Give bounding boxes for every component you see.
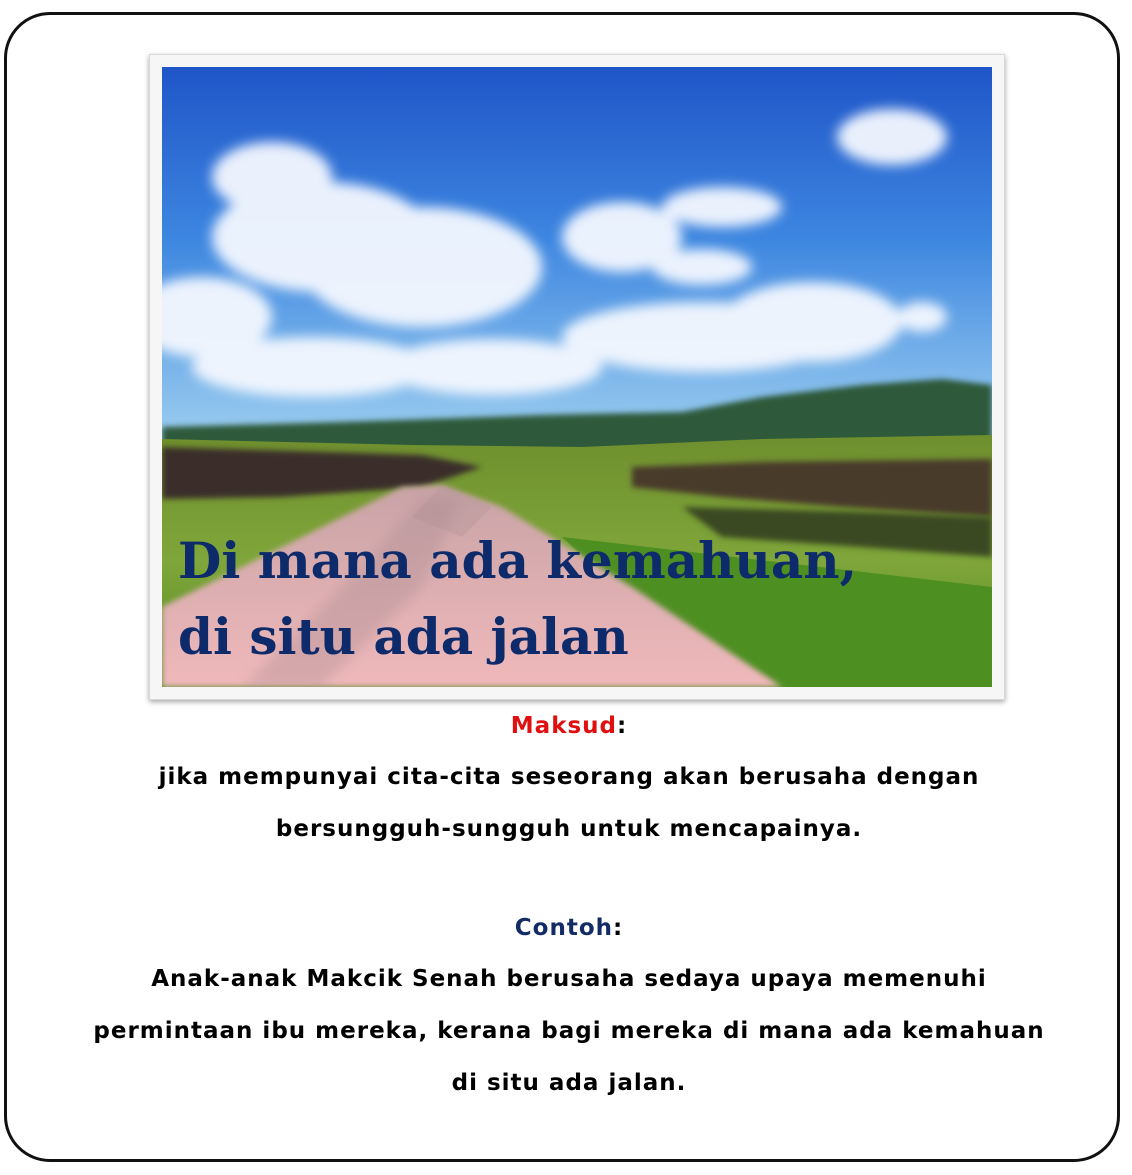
- maksud-heading-word: Maksud: [510, 713, 618, 739]
- maksud-heading-colon: :: [617, 713, 628, 739]
- contoh-text: Anak-anak Makcik Senah berusaha sedaya upaya memenuhi permintaan ibu mereka, kerana bagi mereka di mana ada kemahuan di situ ada jalan.: [93, 966, 1045, 1096]
- caption-line-2: di situ ada jalan: [178, 607, 629, 666]
- photo-caption: [178, 523, 958, 675]
- contoh-heading: [67, 911, 1071, 945]
- landscape-photo: [162, 67, 992, 687]
- photo-frame: [149, 54, 1005, 700]
- caption-line-1: Di mana ada kemahuan,: [178, 531, 858, 590]
- maksud-heading: [67, 709, 1071, 743]
- contoh-heading-colon: :: [613, 915, 624, 941]
- contoh-heading-word: Contoh: [514, 915, 614, 941]
- poster-card: [4, 12, 1120, 1162]
- maksud-text: jika mempunyai cita-cita seseorang akan berusaha dengan bersungguh-sungguh untuk mencapainya.: [158, 764, 980, 842]
